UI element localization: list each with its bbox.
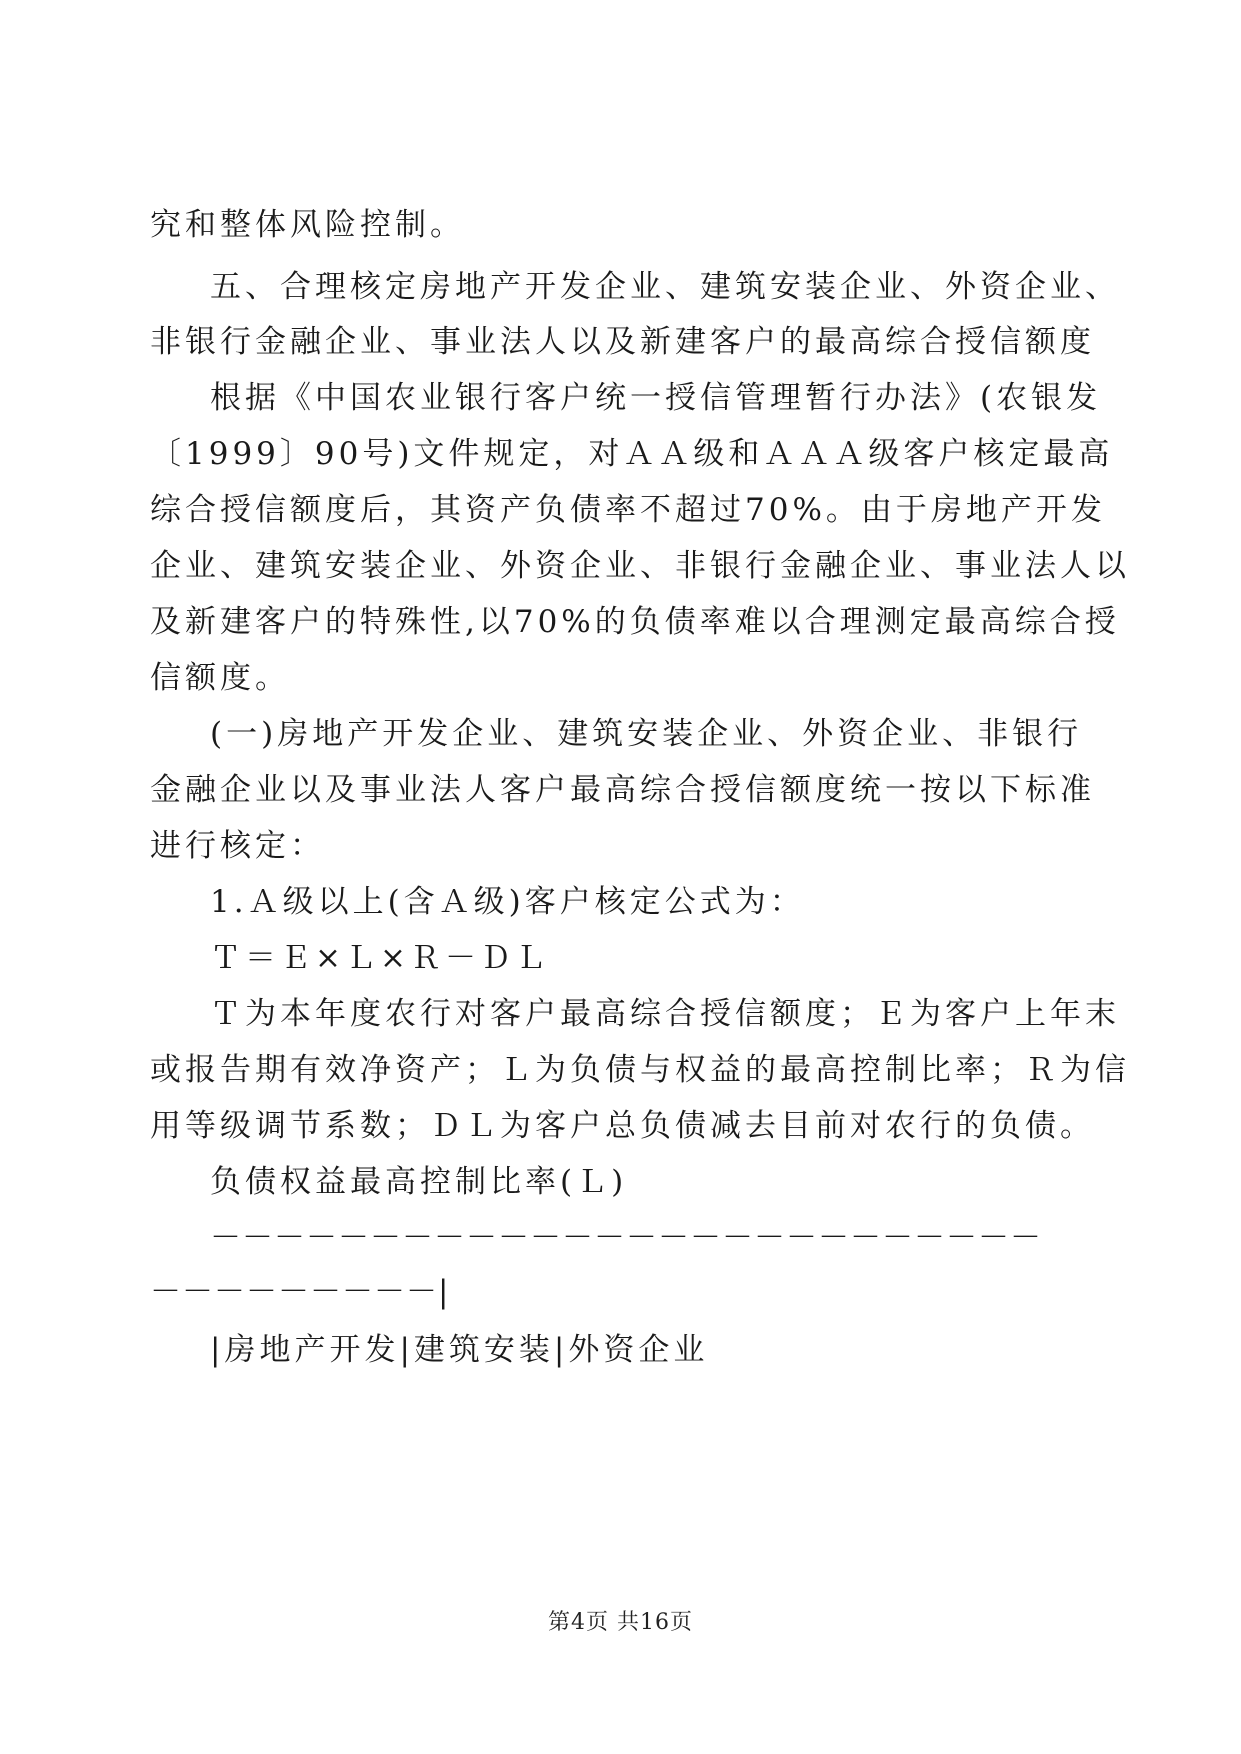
text-line: 究和整体风险控制。 (150, 207, 465, 243)
table-header-row: |房地产开发|建筑安装|外资企业 (210, 1332, 709, 1368)
text-line: Ｔ为本年度农行对客户最高综合授信额度；Ｅ为客户上年末 (210, 996, 1120, 1032)
text-line: 进行核定： (150, 828, 325, 864)
table-rule: －－－－－－－－－| (150, 1274, 450, 1310)
section-heading: 五、合理核定房地产开发企业、建筑安装企业、外资企业、 (210, 269, 1120, 305)
text-line: 〔1999〕90号)文件规定，对ＡＡ级和ＡＡＡ级客户核定最高 (150, 436, 1114, 472)
subsection-heading: (一)房地产开发企业、建筑安装企业、外资企业、非银行 (210, 716, 1083, 752)
table-caption: 负债权益最高控制比率(Ｌ) (210, 1164, 628, 1200)
text-line: 企业、建筑安装企业、外资企业、非银行金融企业、事业法人以 (150, 548, 1130, 584)
list-item: 1.Ａ级以上(含Ａ级)客户核定公式为： (210, 884, 805, 920)
text-line: 根据《中国农业银行客户统一授信管理暂行办法》(农银发 (210, 380, 1102, 416)
text-line: 用等级调节系数；ＤＬ为客户总负债减去目前对农行的负债。 (150, 1108, 1095, 1144)
text-line: 综合授信额度后，其资产负债率不超过70%。由于房地产开发 (150, 492, 1106, 528)
text-line: 金融企业以及事业法人客户最高综合授信额度统一按以下标准 (150, 772, 1095, 808)
text-line: 及新建客户的特殊性,以70%的负债率难以合理测定最高综合授 (150, 604, 1120, 640)
formula: Ｔ＝Ｅ×Ｌ×Ｒ－ＤＬ (210, 940, 550, 976)
page-number-footer: 第4页 共16页 (548, 1610, 693, 1635)
text-line: 或报告期有效净资产；Ｌ为负债与权益的最高控制比率；Ｒ为信 (150, 1052, 1130, 1088)
text-line: 信额度。 (150, 660, 290, 696)
section-heading: 非银行金融企业、事业法人以及新建客户的最高综合授信额度 (150, 324, 1095, 360)
table-rule: －－－－－－－－－－－－－－－－－－－－－－－－－－ (210, 1220, 1042, 1256)
